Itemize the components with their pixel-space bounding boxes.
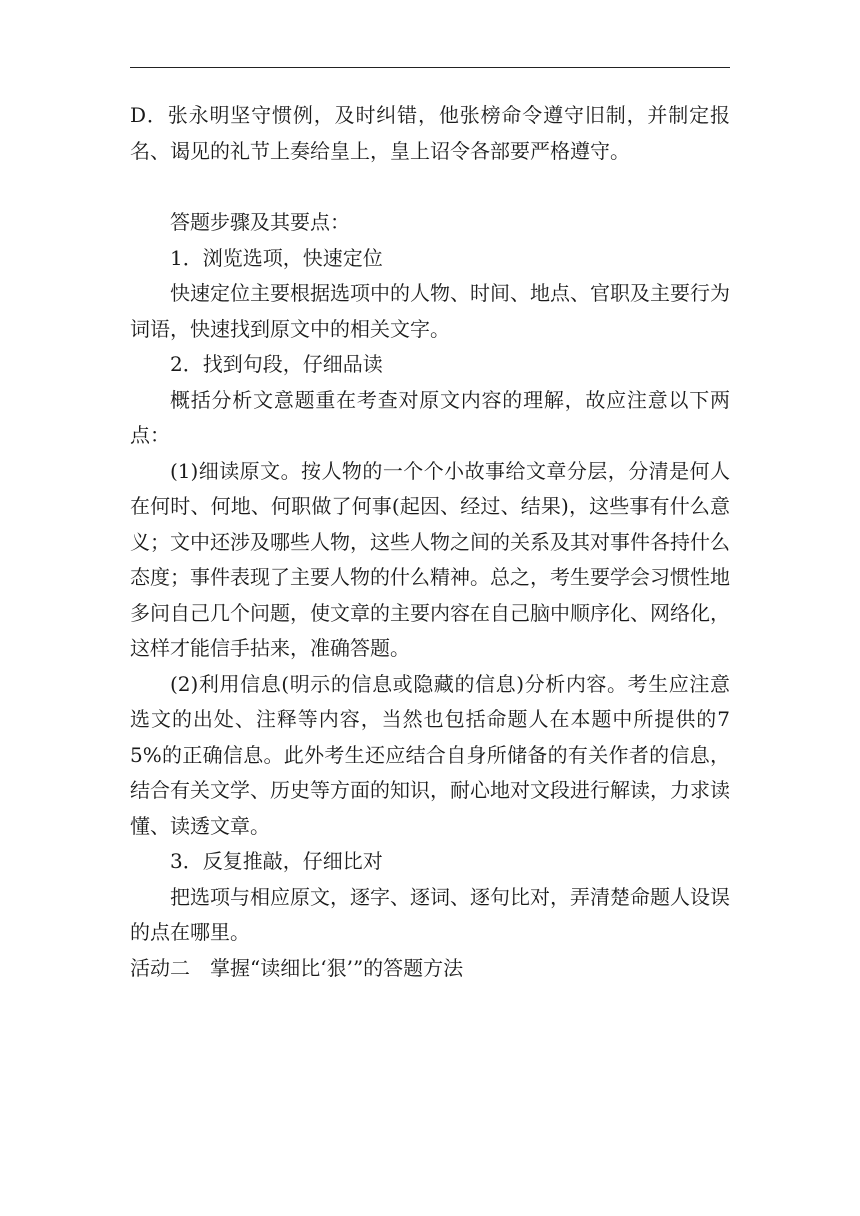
header-rule (130, 67, 730, 68)
step2-point1: (1)细读原文。按人物的一个个小故事给文章分层，分清是何人在何时、何地、何职做了何事(起因、经过、结果)，这些事有什么意义；文中还涉及哪些人物，这些人物之间的关系及其对事件各持什么态度；事件表现了主要人物的什么精神。总之，考生要学会习惯性地多问自己几个问题，使文章的主要内容在自己脑中顺序化、网络化，这样才能信手拈来，准确答题。 (130, 458, 730, 660)
step2-point2: (2)利用信息(明示的信息或隐藏的信息)分析内容。考生应注意选文的出处、注释等内容，当然也包括命题人在本题中所提供的75%的正确信息。此外考生还应结合自身所储备的有关作者的信息，结合有关文学、历史等方面的知识，耐心地对文段进行解读，力求读懂、读透文章。 (130, 671, 730, 838)
option-d: D．张永明坚守惯例，及时纠错，他张榜命令遵守旧制，并制定报名、谒见的礼节上奏给皇上，皇上诏令各部要严格遵守。 (130, 103, 730, 163)
document-body (130, 98, 730, 986)
step1-title: 1．浏览选项，快速定位 (170, 245, 383, 270)
step1-body: 快速定位主要根据选项中的人物、时间、地点、官职及主要行为词语，快速找到原文中的相关文字。 (130, 281, 730, 341)
steps-heading: 答题步骤及其要点： (170, 210, 350, 234)
step3-body: 把选项与相应原文，逐字、逐词、逐句比对，弄清楚命题人设误的点在哪里。 (130, 884, 730, 944)
step2-body: 概括分析文意题重在考查对原文内容的理解，故应注意以下两点： (130, 387, 730, 447)
paragraph-gap (130, 169, 730, 205)
step3-title: 3．反复推敲，仔细比对 (170, 849, 383, 873)
step2-title: 2．找到句段，仔细品读 (170, 352, 383, 376)
activity-title: 活动二 掌握“读细比‘狠’”的答题方法 (130, 955, 464, 980)
